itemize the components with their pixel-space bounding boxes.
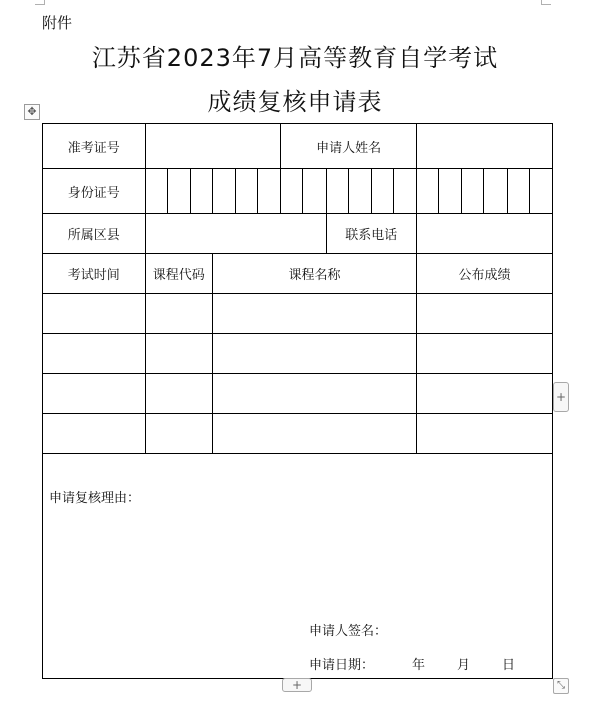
day-label: 日 [502, 658, 516, 673]
id-digit-cell[interactable] [484, 169, 507, 214]
id-digit-cell[interactable] [529, 169, 552, 214]
published-score-cell[interactable] [417, 334, 553, 374]
course-code-cell[interactable] [145, 294, 212, 334]
year-label: 年 [412, 658, 426, 673]
table-row [43, 374, 553, 414]
course-name-cell[interactable] [212, 414, 416, 454]
id-digit-cell[interactable] [371, 169, 393, 214]
table-row [43, 334, 553, 374]
table-row [43, 294, 553, 334]
published-score-cell[interactable] [417, 414, 553, 454]
published-score-cell[interactable] [417, 294, 553, 334]
course-name-header: 课程名称 [212, 254, 416, 294]
attachment-label: 附件 [42, 14, 73, 32]
exam-time-cell[interactable] [43, 334, 146, 374]
phone-field[interactable] [417, 214, 553, 254]
county-field[interactable] [145, 214, 326, 254]
id-digit-cell[interactable] [303, 169, 326, 214]
table-row [43, 414, 553, 454]
signature-label: 申请人签名： [309, 624, 388, 639]
id-digit-cell[interactable] [212, 169, 235, 214]
exam-time-cell[interactable] [43, 414, 146, 454]
published-score-header: 公布成绩 [417, 254, 553, 294]
id-digit-cell[interactable] [507, 169, 529, 214]
page-corner-mark-left [35, 0, 45, 5]
application-date-line [309, 654, 515, 673]
table-resize-handle-icon[interactable]: ⤡ [553, 678, 569, 694]
applicant-name-label: 申请人姓名 [281, 124, 417, 169]
phone-label: 联系电话 [326, 214, 416, 254]
id-digit-cell[interactable] [326, 169, 348, 214]
page-title: 江苏省2023年7月高等教育自学考试 [91, 44, 499, 72]
add-column-button[interactable]: + [553, 382, 569, 412]
exam-time-header: 考试时间 [43, 254, 146, 294]
month-label: 月 [457, 658, 471, 673]
id-digit-cell[interactable] [145, 169, 167, 214]
page-subtitle: 成绩复核申请表 [207, 88, 383, 116]
id-digit-cell[interactable] [393, 169, 416, 214]
id-digit-cell[interactable] [462, 169, 484, 214]
course-code-cell[interactable] [145, 374, 212, 414]
course-name-cell[interactable] [212, 374, 416, 414]
course-code-cell[interactable] [145, 334, 212, 374]
id-digit-cell[interactable] [417, 169, 439, 214]
course-name-cell[interactable] [212, 334, 416, 374]
admission-no-label: 准考证号 [43, 124, 146, 169]
id-digit-cell[interactable] [439, 169, 462, 214]
county-label: 所属区县 [43, 214, 146, 254]
id-digit-cell[interactable] [348, 169, 371, 214]
add-row-button[interactable]: + [282, 678, 312, 692]
course-name-cell[interactable] [212, 294, 416, 334]
course-code-cell[interactable] [145, 414, 212, 454]
review-application-table [42, 123, 553, 679]
course-code-header: 课程代码 [145, 254, 212, 294]
published-score-cell[interactable] [417, 374, 553, 414]
id-digit-cell[interactable] [236, 169, 258, 214]
id-no-label: 身份证号 [43, 169, 146, 214]
id-digit-cell[interactable] [167, 169, 190, 214]
table-move-handle-icon[interactable]: ✥ [24, 104, 40, 120]
id-digit-cell[interactable] [190, 169, 212, 214]
applicant-name-field[interactable] [417, 124, 553, 169]
exam-time-cell[interactable] [43, 374, 146, 414]
exam-time-cell[interactable] [43, 294, 146, 334]
reason-cell[interactable] [43, 454, 553, 679]
page-corner-mark-right [541, 0, 551, 5]
id-digit-cell[interactable] [258, 169, 281, 214]
admission-no-field[interactable] [145, 124, 281, 169]
date-label: 申请日期： [309, 658, 375, 673]
id-digit-cell[interactable] [281, 169, 303, 214]
reason-label: 申请复核理由： [49, 491, 141, 506]
